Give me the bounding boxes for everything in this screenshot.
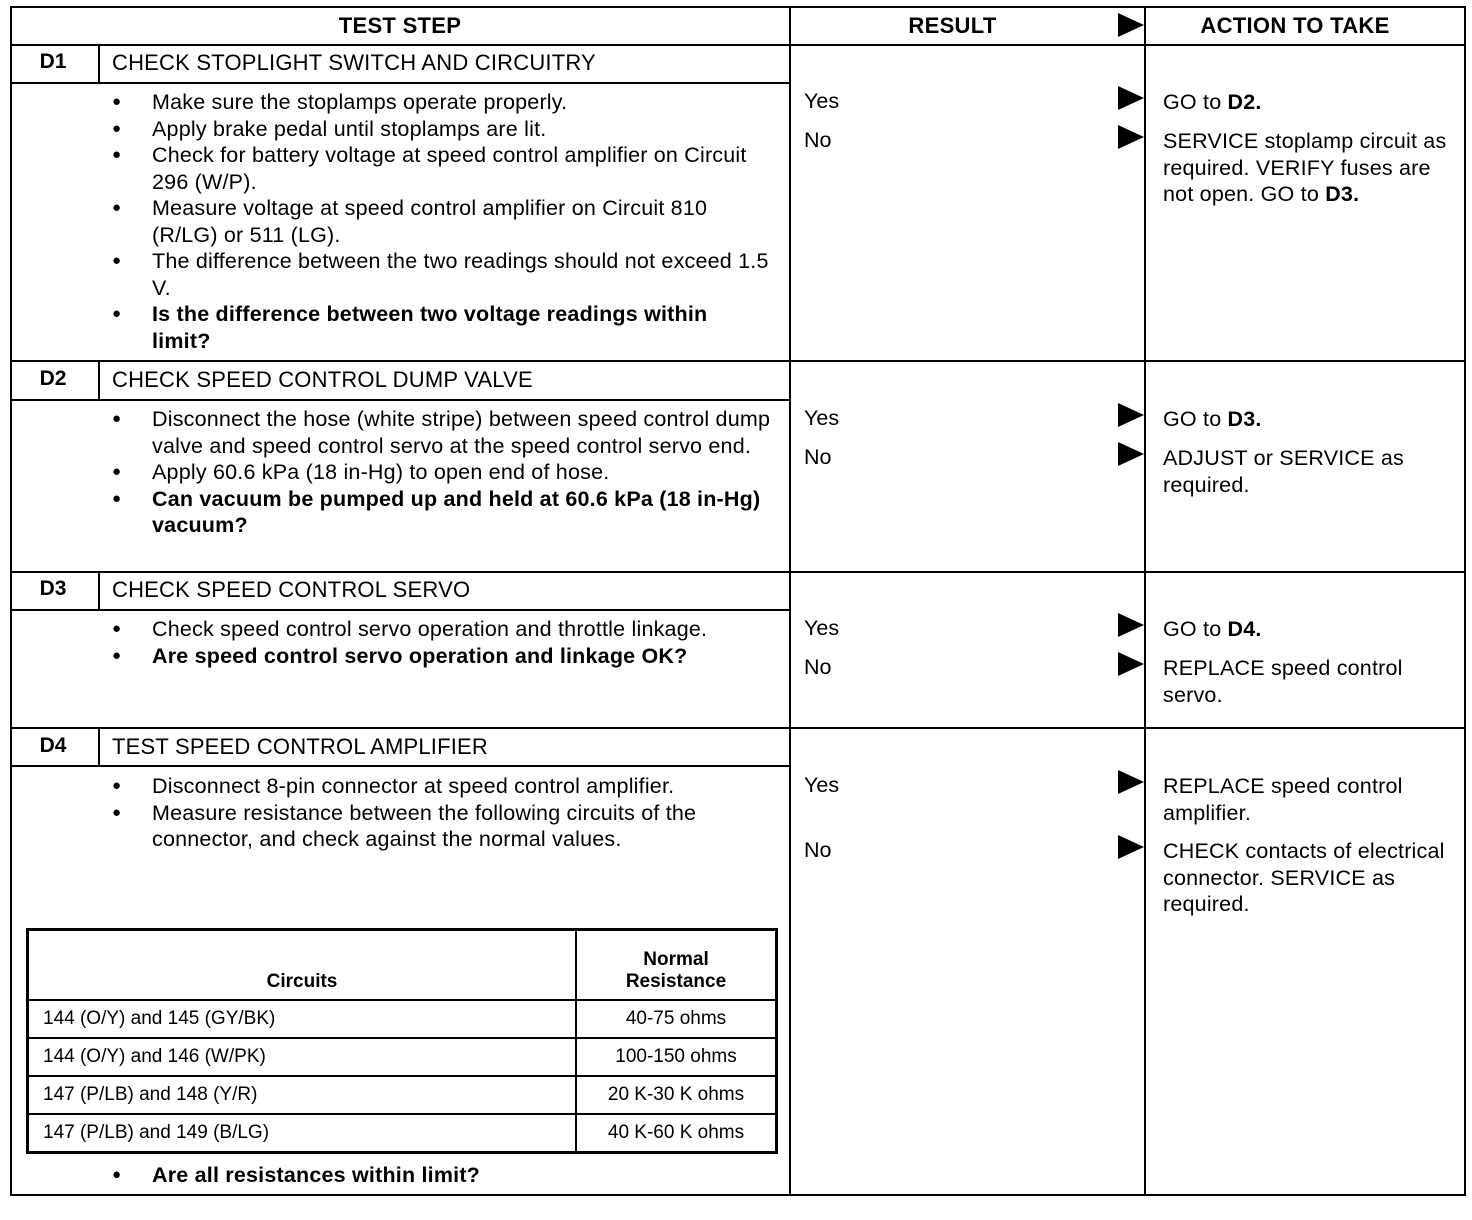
bullet: ● The difference between the two readings should not exceed 1.5 V. [112,248,772,301]
id-divider-d1 [98,44,100,83]
step-ref: D3. [1325,182,1360,206]
arrow-icon [1118,403,1144,427]
arrow-icon [1118,835,1144,859]
table-row [28,1114,777,1153]
table-row [28,1076,777,1114]
action-text: GO to [1163,407,1222,431]
col-divider-action [1144,6,1146,1196]
bullet: ● Measure resistance between the following circuits of the connector, and check against the normal values. [112,800,772,853]
action-text: SERVICE stoplamp circuit as required. VERIFY fuses are not open. GO to [1163,129,1447,206]
bullet-question: ● Is the difference between two voltage readings within limit? [112,301,772,354]
header-arrow-icon [1118,13,1144,37]
step-id-d4: D4 [39,734,67,757]
cell-circuits: 147 (P/LB) and 149 (B/LG) [28,1114,577,1153]
header-divider [10,44,1466,46]
table-row [28,1038,777,1076]
id-divider-d3 [98,571,100,610]
frame-left [10,6,12,1196]
frame-bottom [10,1194,1466,1196]
result-no-d1: No [804,128,832,152]
cell-circuits: 144 (O/Y) and 145 (GY/BK) [28,1000,577,1038]
step-title-d2: CHECK SPEED CONTROL DUMP VALVE [112,367,533,392]
step-id-d3: D3 [39,577,67,600]
result-no-d4: No [804,838,832,862]
action-text: GO to [1163,90,1222,114]
cell-value: 20 K-30 K ohms [576,1076,777,1114]
result-yes-d4: Yes [804,773,840,797]
bullet-question: ● Can vacuum be pumped up and held at 60.6 kPa (18 in-Hg) vacuum? [112,486,772,539]
step-separator-d2 [10,571,1466,573]
title-underline-d4 [10,765,790,767]
bullet: ● Disconnect 8-pin connector at speed control amplifier. [112,773,772,800]
col-divider-result [789,6,791,1196]
step-ref: D2. [1227,90,1262,114]
result-no-d2: No [804,445,832,469]
cell-value: 40-75 ohms [576,1000,777,1038]
bullet: ● Apply 60.6 kPa (18 in-Hg) to open end of hose. [112,459,772,486]
bullet: ● Check speed control servo operation and throttle linkage. [112,616,772,643]
result-yes-d2: Yes [804,406,840,430]
action-yes-d2 [1163,406,1458,433]
arrow-icon [1118,442,1144,466]
title-underline-d3 [10,609,790,611]
action-yes-d3 [1163,616,1458,643]
cell-circuits: 144 (O/Y) and 146 (W/PK) [28,1038,577,1076]
bullet: ● Measure voltage at speed control amplifier on Circuit 810 (R/LG) or 511 (LG). [112,195,772,248]
arrow-icon [1118,86,1144,110]
frame-right [1464,6,1466,1196]
id-divider-d2 [98,360,100,400]
step-bullets-d1 [112,89,772,354]
step-bullets-d2 [112,406,772,539]
action-no-d3: REPLACE speed control servo. [1163,656,1403,707]
title-underline-d2 [10,399,790,401]
step-id-d2: D2 [39,367,67,390]
action-yes-d1 [1163,89,1458,116]
step-title-d4: TEST SPEED CONTROL AMPLIFIER [112,734,489,759]
header-action: ACTION TO TAKE [1200,13,1390,38]
step-separator-d3 [10,727,1466,729]
arrow-icon [1118,613,1144,637]
action-no-d2: ADJUST or SERVICE as required. [1163,446,1404,497]
result-no-d3: No [804,655,832,679]
bullet-question: ● Are speed control servo operation and linkage OK? [112,643,772,670]
arrow-icon [1118,125,1144,149]
table-header-row [28,930,777,1001]
table-row [28,1000,777,1038]
arrow-icon [1118,652,1144,676]
step-bullets-d3 [112,616,772,669]
step-question-d4 [112,1162,772,1189]
action-no-d4: CHECK contacts of electrical connector. SERVICE as required. [1163,839,1445,916]
cell-value: 40 K-60 K ohms [576,1114,777,1153]
id-divider-d4 [98,727,100,766]
bullet: ● Check for battery voltage at speed control amplifier on Circuit 296 (W/P). [112,142,772,195]
action-no-d1 [1163,128,1458,208]
col-normal-resistance [576,930,777,1001]
title-underline-d1 [10,82,790,84]
step-separator-d1 [10,360,1466,362]
step-title-d3: CHECK SPEED CONTROL SERVO [112,577,471,602]
bullet: ● Apply brake pedal until stoplamps are lit. [112,116,772,143]
header-test-step: TEST STEP [338,13,462,38]
result-yes-d3: Yes [804,616,840,640]
col-normal-line2: Resistance [625,971,727,992]
resistance-table [26,928,778,1154]
bullet-question: ● Are all resistances within limit? [112,1162,772,1189]
result-yes-d1: Yes [804,89,840,113]
step-ref: D3. [1227,407,1262,431]
bullet: ● Make sure the stoplamps operate properly. [112,89,772,116]
action-text: GO to [1163,617,1222,641]
step-id-d1: D1 [39,50,67,73]
col-normal-line1: Normal [643,949,709,970]
arrow-icon [1118,770,1144,794]
header-result: RESULT [908,13,997,38]
step-ref: D4. [1227,617,1262,641]
col-circuits: Circuits [28,930,577,1001]
step-bullets-d4 [112,773,772,853]
action-yes-d4: REPLACE speed control amplifier. [1163,774,1403,825]
step-title-d1: CHECK STOPLIGHT SWITCH AND CIRCUITRY [112,50,596,75]
cell-value: 100-150 ohms [576,1038,777,1076]
bullet: ● Disconnect the hose (white stripe) between speed control dump valve and speed control servo at the speed control servo end. [112,406,772,459]
cell-circuits: 147 (P/LB) and 148 (Y/R) [28,1076,577,1114]
